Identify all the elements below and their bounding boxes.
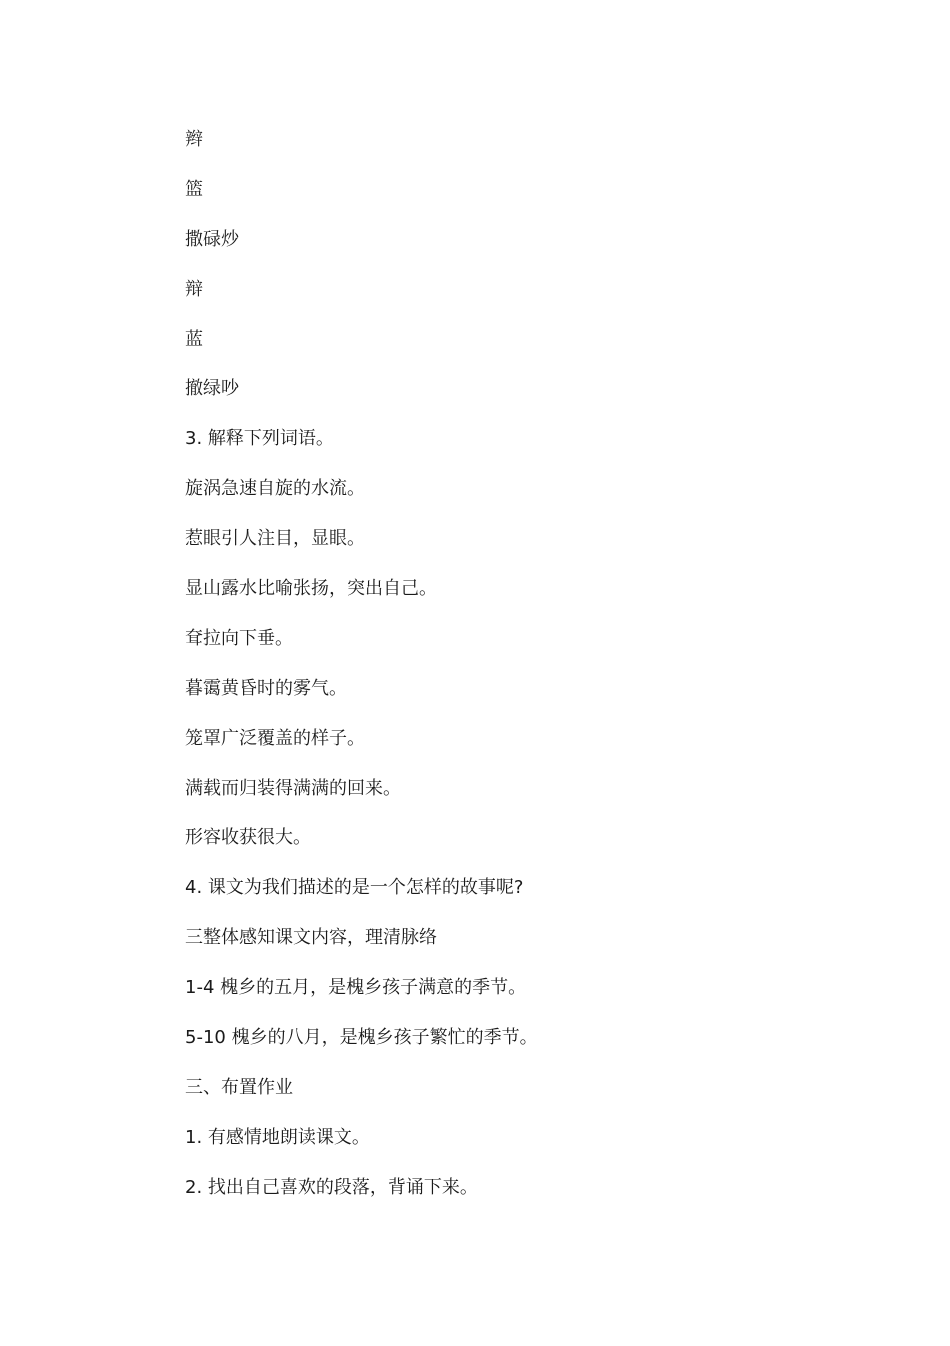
numbered-item: 1. 有感情地朗读课文。 [185, 1126, 370, 1148]
text-line: 显山露水比喻张扬，突出自己。 [185, 578, 437, 600]
text-line: 撒碌炒 [185, 228, 239, 250]
text-line: 蓝 [185, 328, 203, 350]
text-line: 1-4 槐乡的五月，是槐乡孩子满意的季节。 [185, 977, 527, 999]
document-body [185, 127, 885, 1225]
text-line: 篮 [185, 178, 203, 200]
numbered-item: 3. 解释下列词语。 [185, 428, 334, 450]
text-line: 暮霭黄昏时的雾气。 [185, 677, 347, 699]
section-heading: 三整体感知课文内容，理清脉络 [185, 927, 437, 949]
text-line: 耷拉向下垂。 [185, 627, 293, 649]
text-line: 满载而归装得满满的回来。 [185, 777, 401, 799]
text-line: 撤绿吵 [185, 378, 239, 400]
text-line: 形容收获很大。 [185, 827, 311, 849]
numbered-item: 4. 课文为我们描述的是一个怎样的故事呢? [185, 877, 524, 899]
section-heading: 三、布置作业 [185, 1076, 293, 1098]
numbered-item: 2. 找出自己喜欢的段落，背诵下来。 [185, 1176, 478, 1198]
text-line: 辩 [185, 278, 203, 300]
text-line: 惹眼引人注目，显眼。 [185, 528, 365, 550]
text-line: 旋涡急速自旋的水流。 [185, 478, 365, 500]
text-line: 辫 [185, 129, 203, 150]
text-line: 5-10 槐乡的八月，是槐乡孩子繁忙的季节。 [185, 1027, 538, 1049]
text-line: 笼罩广泛覆盖的样子。 [185, 727, 365, 749]
